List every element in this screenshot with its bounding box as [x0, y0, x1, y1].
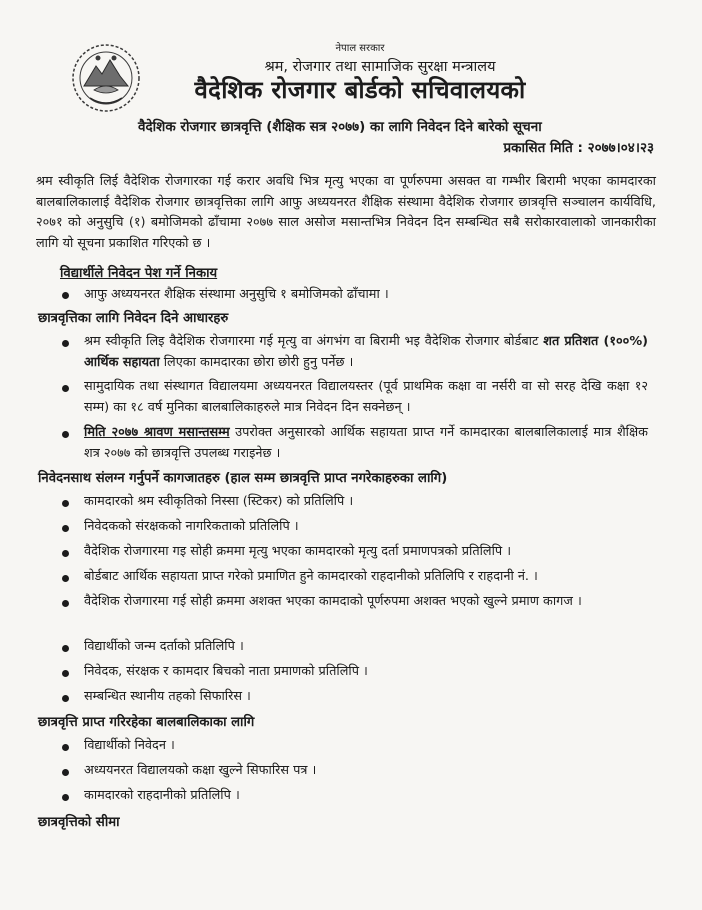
item-text: लिएका कामदारका छोरा छोरी हुनु पर्नेछ । [163, 354, 354, 370]
bullet-icon [62, 794, 69, 801]
published-date: प्रकासित मिति : २०७७।०४।२३ [503, 140, 654, 156]
section-heading-required-documents: निवेदनसाथ संलग्न गर्नुपर्ने कागजातहरु (हाल सम्म छात्रवृत्ति प्राप्त नगरेकाहरुका लागि) [38, 471, 448, 486]
section-heading-scholarship-limit: छात्रवृत्तिको सीमा [38, 815, 120, 830]
list-item: बोर्डबाट आर्थिक सहायता प्राप्त गरेको प्रमाणित हुने कामदारको राहदानीको प्रतिलिपि र राहदानी नं. । [84, 569, 538, 584]
bullet-icon [62, 550, 69, 557]
list-item: कामदारको श्रम स्वीकृतिको निस्सा (स्टिकर) को प्रतिलिपि । [84, 494, 354, 509]
section-heading-submission-body: विद्यार्थीले निवेदन पेश गर्ने निकाय [60, 266, 218, 281]
bullet-icon [62, 769, 69, 776]
bullet-icon [62, 385, 69, 392]
list-item: निवेदक, संरक्षक र कामदार बिचको नाता प्रमाणको प्रतिलिपि । [84, 664, 368, 679]
bullet-icon [62, 670, 69, 677]
list-item: निवेदकको संरक्षकको नागरिकताको प्रतिलिपि । [84, 519, 299, 534]
list-item: अध्ययनरत विद्यालयको कक्षा खुल्ने सिफारिस पत्र । [84, 763, 317, 778]
government-name: नेपाल सरकार [335, 43, 385, 54]
list-item: विद्यार्थीको जन्म दर्ताको प्रतिलिपि । [84, 639, 244, 654]
list-item: कामदारको राहदानीको प्रतिलिपि । [84, 788, 240, 803]
list-item: सम्बन्धित स्थानीय तहको सिफारिस । [84, 689, 251, 704]
item-bold-text: शत प्रतिशत (१००%) आर्थिक सहायता [84, 334, 648, 370]
list-item: विद्यार्थीको निवेदन । [84, 738, 175, 753]
list-item: वैदेशिक रोजगारमा गइ सोही क्रममा मृत्यु भएका कामदारको मृत्यु दर्ता प्रमाणपत्रको प्रतिलिपि । [84, 544, 512, 559]
section-heading-eligibility: छात्रवृत्तिका लागि निवेदन दिने आधारहरु [38, 311, 229, 326]
bullet-icon [62, 292, 69, 299]
bullet-icon [62, 431, 69, 438]
list-item: आफु अध्ययनरत शैक्षिक संस्थामा अनुसुचि १ बमोजिमको ढाँचामा । [84, 287, 389, 302]
bullet-icon [62, 500, 69, 507]
bullet-icon [62, 744, 69, 751]
bullet-icon [62, 695, 69, 702]
section-heading-continuing-students: छात्रवृत्ति प्राप्त गरिरहेका बालबालिकाका लागि [38, 715, 255, 730]
bullet-icon [62, 340, 69, 347]
board-title: वैदेशिक रोजगार बोर्डको सचिवालयको [194, 76, 526, 104]
list-item [84, 332, 648, 373]
bullet-icon [62, 645, 69, 652]
item-text: श्रम स्वीकृति लिइ वैदेशिक रोजगारमा गई मृत्यु वा अंगभंग वा बिरामी भइ वैदेशिक रोजगार बोर्डबाट [84, 334, 539, 349]
item-text: उपरोक्त अनुसारको आर्थिक सहायता प्राप्त गर्ने कामदारका बालबालिकालाई मात्र शैक्षिक शत्र २०७७ को छात्रवृत्ति उपलब्ध गराइनेछ । [84, 425, 648, 461]
deadline-date: मिति २०७७ श्रावण मसान्तसम्म [84, 425, 230, 440]
ministry-name: श्रम, रोजगार तथा सामाजिक सुरक्षा मन्त्रालय [264, 59, 496, 75]
list-item: वैदेशिक रोजगारमा गई सोही क्रममा अशक्त भएका कामदाको पूर्णरुपमा अशक्त भएको खुल्ने प्रमाण कागज । [84, 594, 582, 609]
intro-paragraph: श्रम स्वीकृति लिई वैदेशिक रोजगारका गई करार अवधि भित्र मृत्यु भएका वा पूर्णरुपमा असक्त वा गम्भीर बिरामी भएका कामदारका बालबालिकालाई वैदेशिक रोजगार छात्रवृत्तिका लागि आफु अध्ययनरत शैक्षिक संस्थामा वैदेशिक रोजगार छात्रवृत्ति सञ्चालन कार्यविधि, २०७१ को अनुसुचि (१) बमोजिमको ढाँचामा २०७७ साल असोज मसान्तभित्र निवेदन दिन सम्बन्धित सबै सरोकारवालाको जानकारीका लागि यो सूचना प्रकाशित गरिएको छ । [36, 174, 656, 251]
notice-title: वैदेशिक रोजगार छात्रवृत्ति (शैक्षिक सत्र २०७७) का लागि निवेदन दिने बारेको सूचना [138, 119, 542, 135]
list-item [84, 423, 648, 464]
list-item: सामुदायिक तथा संस्थागत विद्यालयमा अध्ययनरत विद्यालयस्तर (पूर्व प्राथमिक कक्षा वा नर्सरी वा सो सरह देखि कक्षा १२ सम्म) का १८ वर्ष मुनिका बालबालिकाहरुले मात्र निवेदन दिन सक्नेछन् । [84, 379, 648, 415]
bullet-icon [62, 575, 69, 582]
bullet-icon [62, 525, 69, 532]
bullet-icon [62, 600, 69, 607]
